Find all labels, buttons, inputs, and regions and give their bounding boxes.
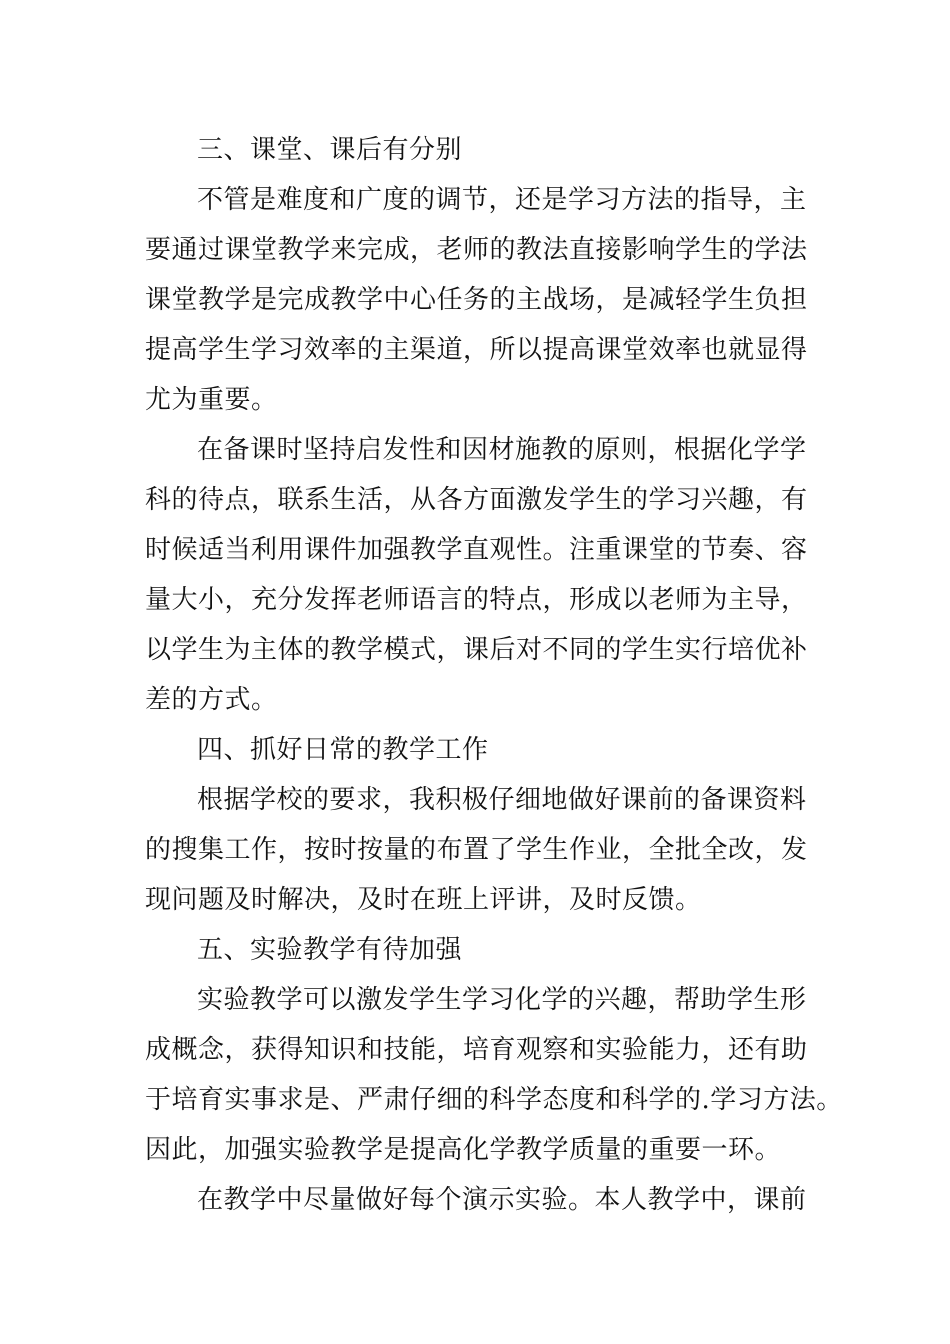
paragraph-line: 根据学校的要求，我积极仔细地做好课前的备课资料 (197, 785, 807, 815)
paragraph-line: 于培育实事求是、严肃仔细的科学态度和科学的.学习方法。 (145, 1085, 843, 1115)
paragraph-line: 实验教学可以激发学生学习化学的兴趣，帮助学生形 (197, 985, 807, 1015)
paragraph-line: 以学生为主体的教学模式，课后对不同的学生实行培优补 (145, 635, 808, 665)
paragraph-line: 因此，加强实验教学是提高化学教学质量的重要一环。 (145, 1135, 782, 1165)
paragraph-line: 课堂教学是完成教学中心任务的主战场，是减轻学生负担 (145, 285, 808, 315)
paragraph-line: 科的待点，联系生活，从各方面激发学生的学习兴趣，有 (145, 485, 808, 515)
paragraph-line: 量大小，充分发挥老师语言的特点，形成以老师为主导， (145, 585, 808, 615)
paragraph-line: 的搜集工作，按时按量的布置了学生作业，全批全改，发 (145, 835, 808, 865)
paragraph-line: 时候适当利用课件加强教学直观性。注重课堂的节奏、容 (145, 535, 808, 565)
paragraph-line: 差的方式。 (145, 685, 278, 715)
paragraph-line: 提高学生学习效率的主渠道，所以提高课堂效率也就显得 (145, 335, 808, 365)
heading-section-5: 五、实验教学有待加强 (197, 935, 463, 965)
paragraph-line: 在备课时坚持启发性和因材施教的原则，根据化学学 (197, 435, 807, 465)
paragraph-line: 在教学中尽量做好每个演示实验。本人教学中，课前 (197, 1185, 807, 1215)
heading-section-4: 四、抓好日常的教学工作 (197, 735, 489, 765)
paragraph-line: 成概念，获得知识和技能，培育观察和实验能力，还有助 (145, 1035, 808, 1065)
heading-section-3: 三、课堂、课后有分别 (197, 135, 463, 165)
paragraph-line: 不管是难度和广度的调节，还是学习方法的指导，主 (197, 185, 807, 215)
paragraph-line: 尤为重要。 (145, 385, 278, 415)
paragraph-line: 现问题及时解决，及时在班上评讲，及时反馈。 (145, 885, 702, 915)
paragraph-line: 要通过课堂教学来完成，老师的教法直接影响学生的学法 (145, 235, 808, 265)
